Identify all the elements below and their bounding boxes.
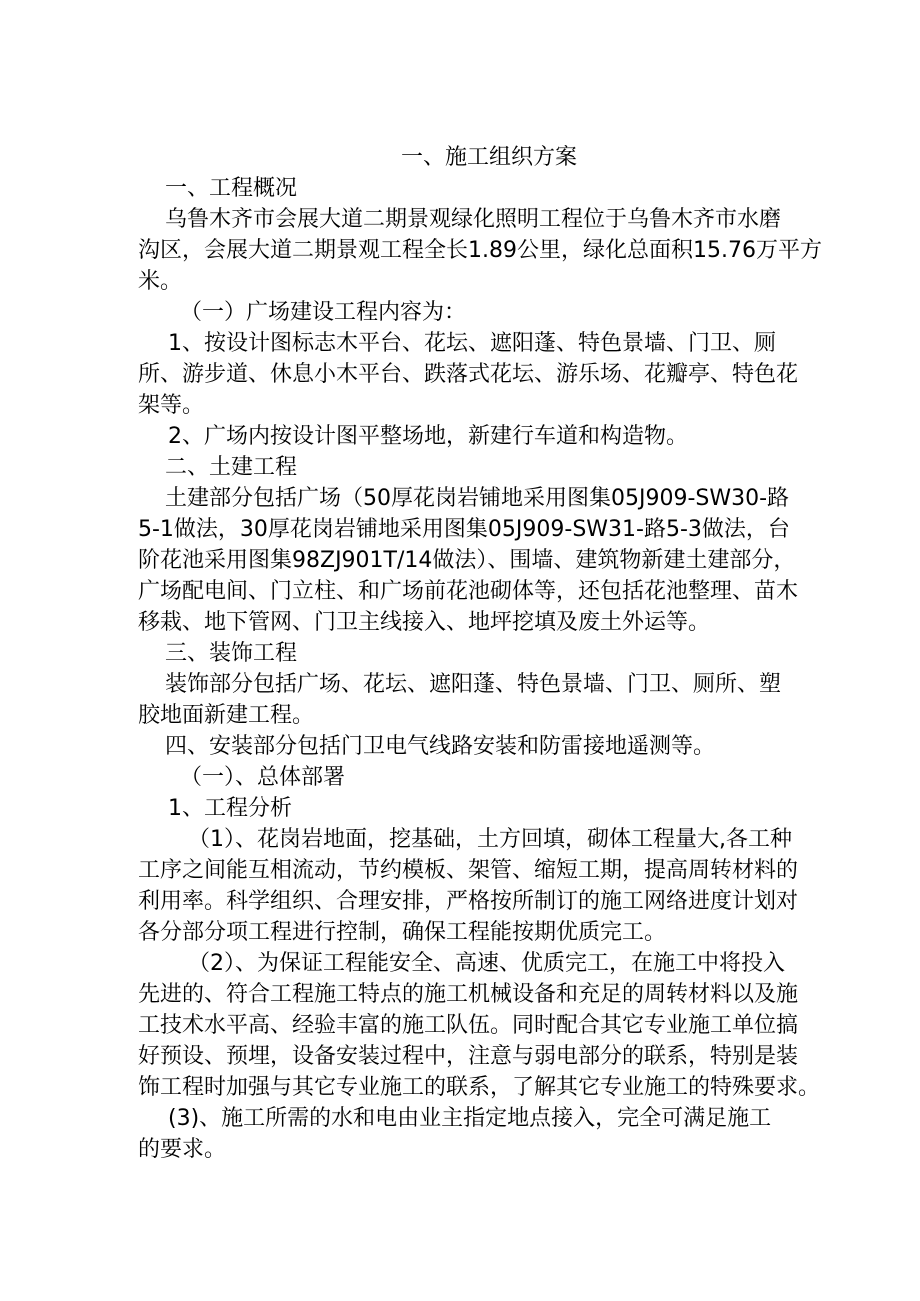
paragraph-line: 工技术水平高、经验丰富的施工队伍。同时配合其它专业施工单位搞	[138, 1013, 799, 1038]
subheading-analysis: 1、工程分析	[168, 796, 292, 821]
paragraph-line: 的要求。	[138, 1137, 227, 1162]
paragraph-line: 2、广场内按设计图平整场地，新建行车道和构造物。	[168, 424, 688, 449]
document-title: 一、施工组织方案	[400, 145, 577, 170]
paragraph-line: 米。	[138, 269, 183, 294]
paragraph-line: 1、按设计图标志木平台、花坛、遮阳蓬、特色景墙、门卫、厕	[168, 331, 776, 356]
paragraph-line: 土建部分包括广场（50厚花岗岩铺地采用图集05J909-SW30-路	[165, 486, 790, 511]
paragraph-line: 饰工程时加强与其它专业施工的联系，了解其它专业施工的特殊要求。	[138, 1075, 821, 1100]
paragraph-line: 广场配电间、门立柱、和广场前花池砌体等，还包括花池整理、苗木	[138, 579, 799, 604]
paragraph-line: 移栽、地下管网、门卫主线接入、地坪挖填及废土外运等。	[138, 610, 711, 635]
paragraph-line: 阶花池采用图集98ZJ901T/14做法）、围墙、建筑物新建土建部分，	[138, 548, 796, 573]
paragraph-line: (3)、施工所需的水和电由业主指定地点接入，完全可满足施工	[168, 1106, 772, 1131]
paragraph-line: 架等。	[138, 393, 205, 418]
paragraph-line: 胶地面新建工程。	[138, 703, 315, 728]
paragraph-line: 各分部分项工程进行控制，确保工程能按期优质完工。	[138, 920, 667, 945]
paragraph-line: 乌鲁木齐市会展大道二期景观绿化照明工程位于乌鲁木齐市水磨	[165, 207, 782, 232]
paragraph-line: 好预设、预埋，设备安装过程中，注意与弱电部分的联系，特别是装	[138, 1044, 799, 1069]
section-heading-civil: 二、土建工程	[165, 455, 298, 480]
section-heading-overview: 一、工程概况	[165, 176, 298, 201]
paragraph-line: 工序之间能互相流动，节约模板、架管、缩短工期，提高周转材料的	[138, 858, 799, 883]
document-page	[138, 142, 820, 1165]
paragraph-line: 所、游步道、休息小木平台、跌落式花坛、游乐场、花瓣亭、特色花	[138, 362, 799, 387]
paragraph-line: 5-1做法，30厚花岗岩铺地采用图集05J909-SW31-路5-3做法，台	[138, 517, 790, 542]
paragraph-line: 先进的、符合工程施工特点的施工机械设备和充足的周转材料以及施	[138, 982, 799, 1007]
paragraph-line: （2）、为保证工程能安全、高速、优质完工，在施工中将投入	[188, 951, 785, 976]
section-heading-decoration: 三、装饰工程	[165, 641, 298, 666]
section-heading-installation: 四、安装部分包括门卫电气线路安装和防雷接地遥测等。	[165, 734, 716, 759]
paragraph-line: 沟区，会展大道二期景观工程全长1.89公里，绿化总面积15.76万平方	[138, 238, 822, 263]
paragraph-line: 装饰部分包括广场、花坛、遮阳蓬、特色景墙、门卫、厕所、塑	[165, 672, 782, 697]
subheading-plaza: （一）广场建设工程内容为：	[180, 300, 467, 325]
paragraph-line: 利用率。科学组织、合理安排，严格按所制订的施工网络进度计划对	[138, 889, 799, 914]
paragraph-line: （1）、花岗岩地面，挖基础，土方回填，砌体工程量大,各工种	[188, 827, 792, 852]
subheading-deployment: （一）、总体部署	[180, 765, 346, 790]
